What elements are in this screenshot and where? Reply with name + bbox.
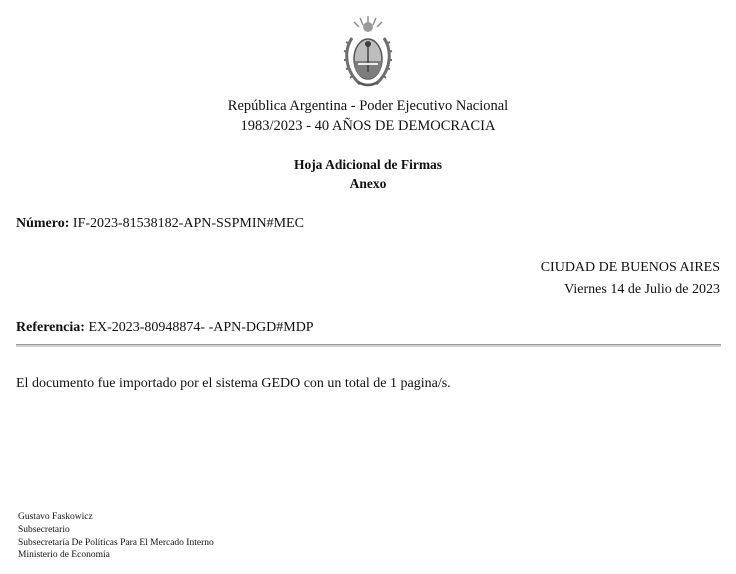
referencia-row [16, 319, 314, 337]
coat-of-arms-icon [338, 12, 398, 92]
city: CIUDAD DE BUENOS AIRES [540, 260, 720, 275]
signer-ministry: Ministerio de Economía [18, 550, 110, 560]
referencia-label: Referencia: [16, 320, 85, 335]
body-text: El documento fue importado por el sistema GEDO con un total de 1 pagina/s. [16, 376, 451, 391]
institution-header: República Argentina - Poder Ejecutivo Nacional [227, 98, 509, 114]
numero-value: IF-2023-81538182-APN-SSPMIN#MEC [72, 216, 304, 231]
democracy-motto: 1983/2023 - 40 AÑOS DE DEMOCRACIA [240, 118, 496, 134]
numero-label: Número: [16, 216, 70, 231]
signer-office: Subsecretaría De Políticas Para El Mercado Interno [18, 538, 214, 548]
signer-name: Gustavo Faskowicz [18, 512, 93, 522]
document-subtitle: Anexo [349, 176, 387, 191]
referencia-value: EX-2023-80948874- -APN-DGD#MDP [88, 320, 314, 335]
divider [16, 344, 721, 347]
numero-row [16, 215, 304, 233]
signer-role: Subsecretario [18, 525, 70, 535]
date: Viernes 14 de Julio de 2023 [564, 282, 720, 297]
document-title: Hoja Adicional de Firmas [293, 157, 443, 172]
